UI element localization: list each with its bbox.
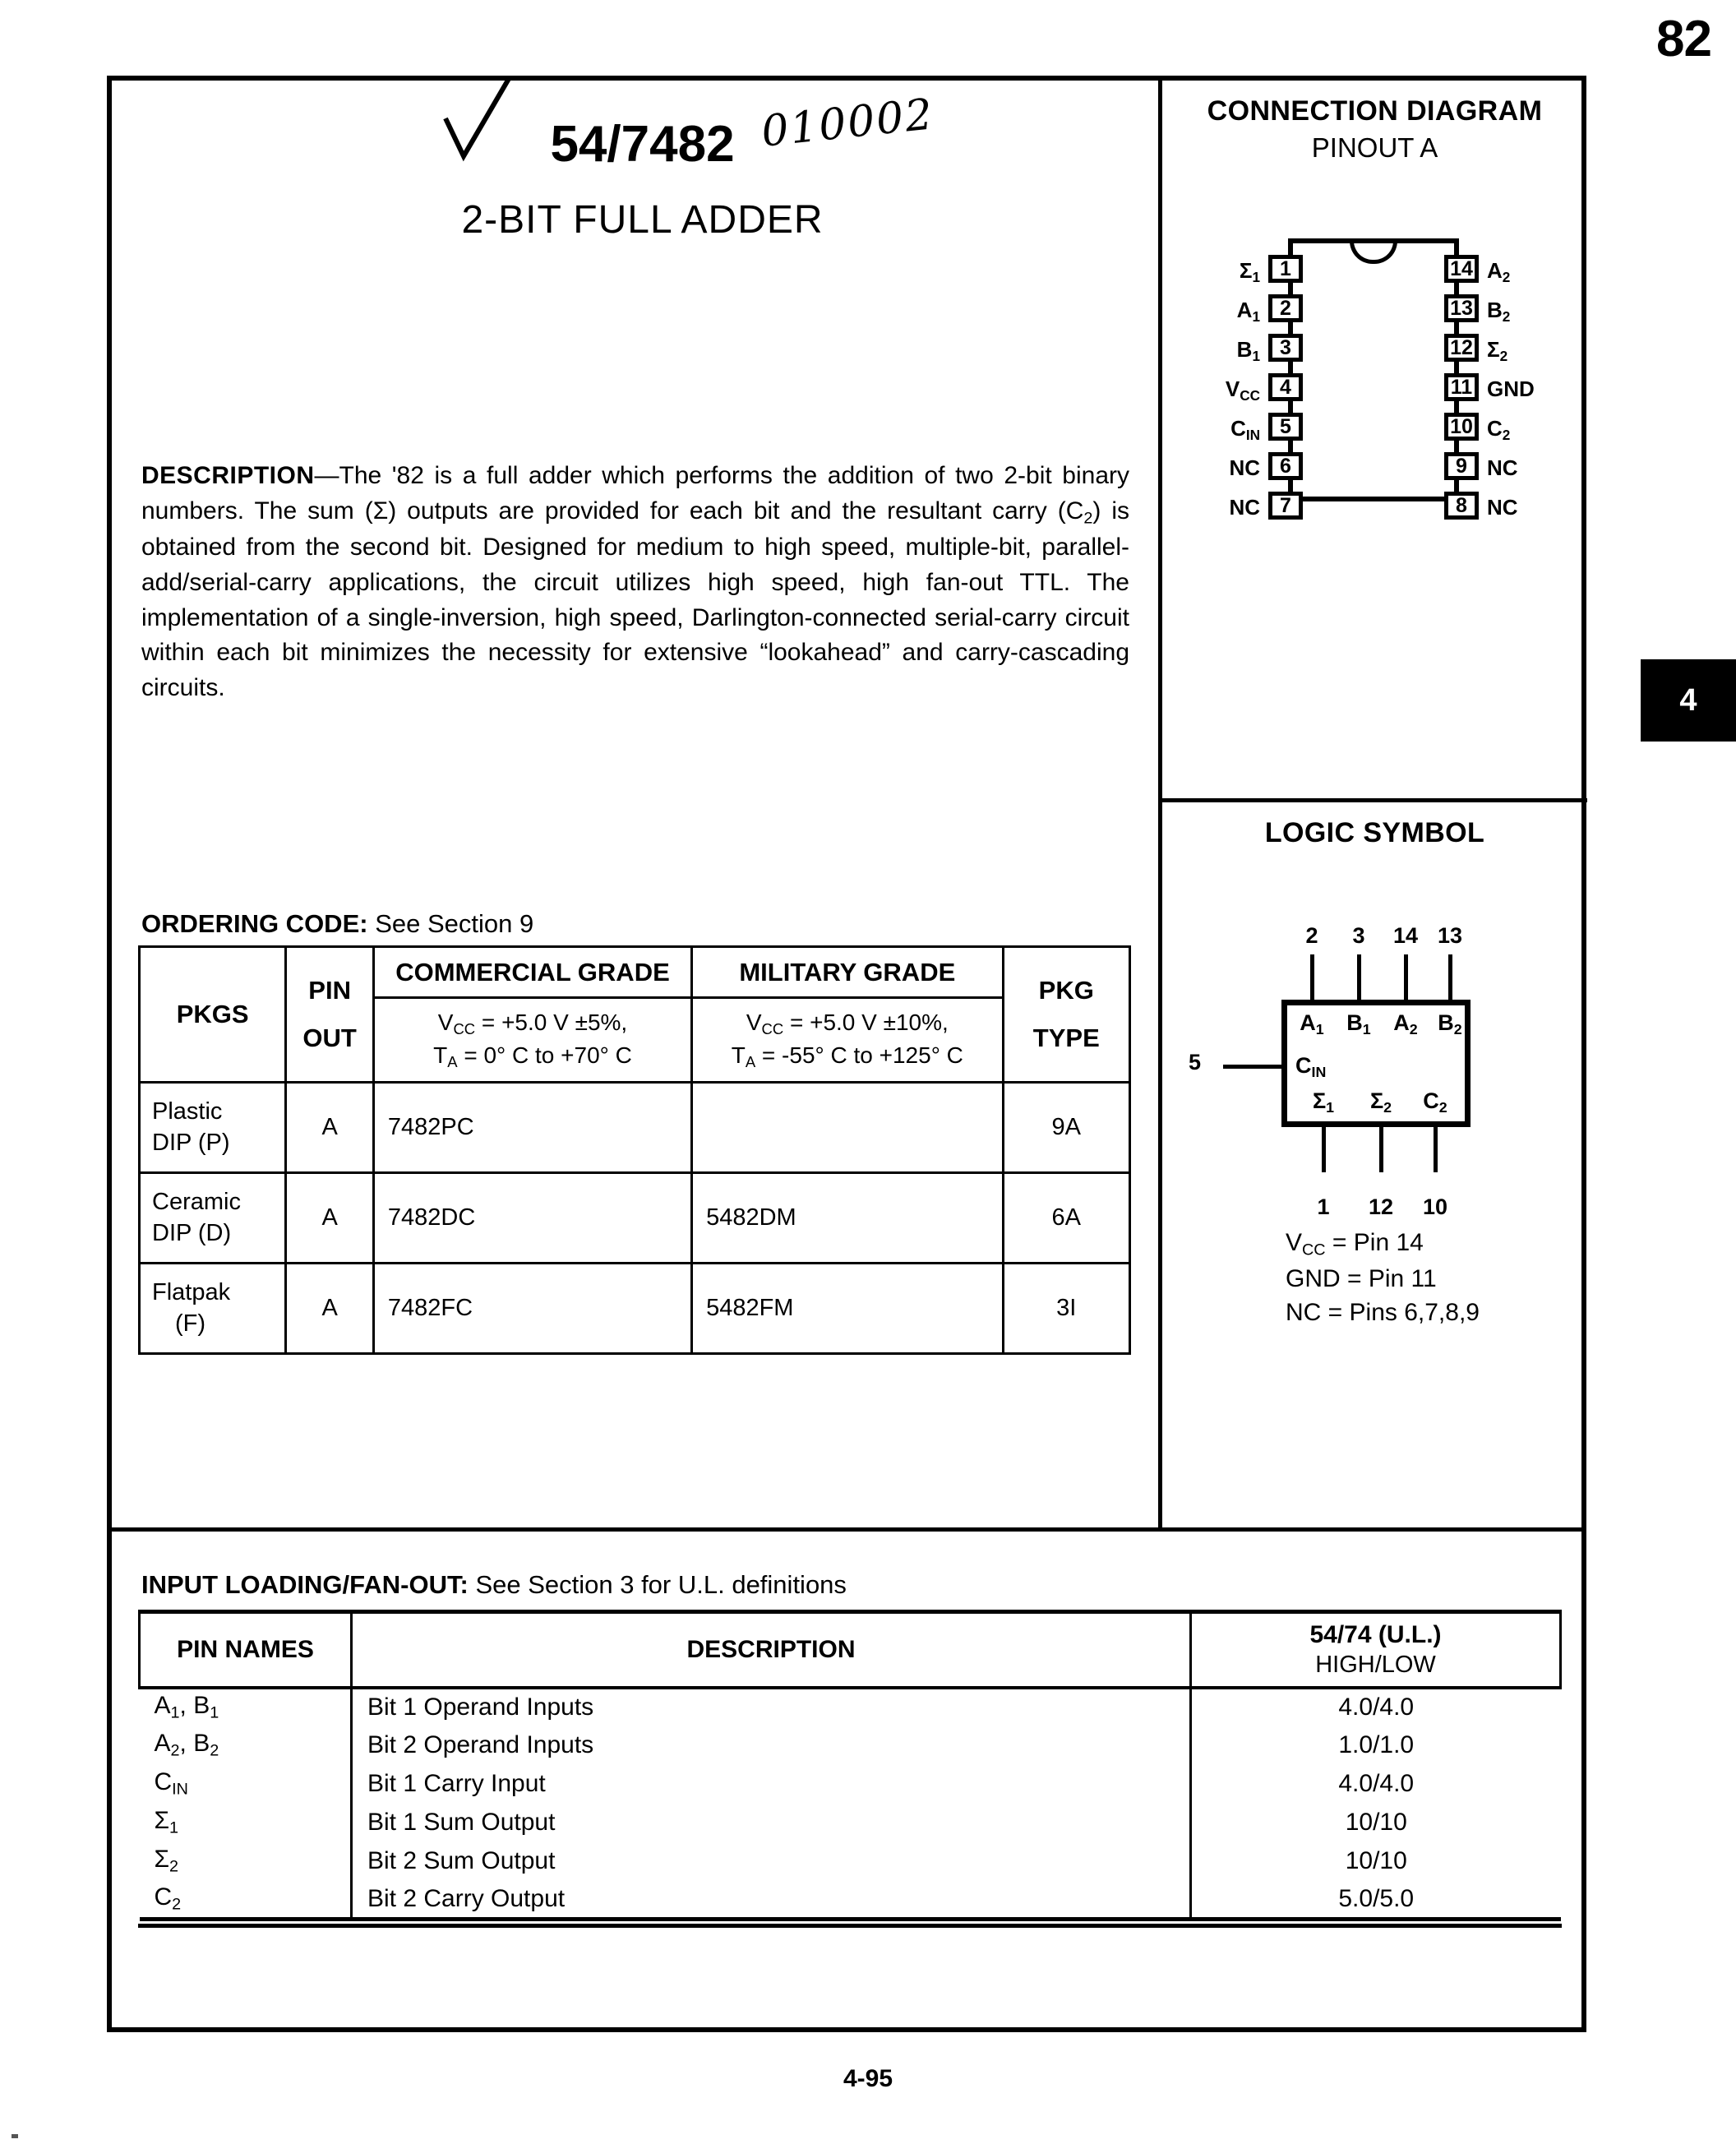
header-type: TYPE xyxy=(1032,1023,1100,1053)
ordering-code-heading xyxy=(141,909,533,939)
cell-ul: 10/10 xyxy=(1191,1842,1561,1881)
header-pkg: PKG xyxy=(1038,976,1094,1005)
description-dash: — xyxy=(314,462,339,489)
cell-description: Bit 1 Sum Output xyxy=(367,1809,556,1836)
header-pin-names: PIN NAMES xyxy=(140,1612,352,1688)
page-footer: 4-95 xyxy=(843,2065,893,2092)
header-ul: 54/74 (U.L.) HIGH/LOW xyxy=(1191,1612,1561,1688)
header-pinout xyxy=(286,947,374,1083)
cell-pkgs xyxy=(140,1173,286,1264)
cell-pin-names: $\Sigma_1$ xyxy=(140,1804,352,1842)
pin-2: 2 xyxy=(1268,294,1303,322)
cell-pin-names: $C_2$ xyxy=(140,1881,352,1920)
pin-4: 4 xyxy=(1268,373,1303,401)
cell-description: Bit 2 Carry Output xyxy=(352,1881,1191,1920)
description-paragraph: DESCRIPTION—The '82 is a full adder which performs the addition of two 2-bit binary numbers. The sum (Σ) outputs are provided for each bit and the resultant carry $(C_2)$ is obtained from the second bit. Designed for medium to high speed, multiple-bit, parallel-add/serial-carry applications, the circuit utilizes high speed, high fan-out TTL. The implementation of a single-inversion, high speed, Darlington-connected serial-carry circuit within each bit minimizes the necessity for extensive “lookahead” and carry-cascading circuits. xyxy=(141,462,1129,702)
table-row xyxy=(140,1173,1130,1264)
cell-pkgs-line2: DIP (D) xyxy=(152,1219,232,1246)
note-vcc: $V_{CC}$ = Pin 14 xyxy=(1286,1229,1424,1259)
table-row xyxy=(140,1083,1130,1173)
header-out: OUT xyxy=(302,1023,357,1053)
table-row xyxy=(140,1765,1561,1804)
logic-symbol-notes xyxy=(1286,1226,1480,1330)
description-label: DESCRIPTION xyxy=(141,462,315,489)
input-loading-note: See Section 3 for U.L. definitions xyxy=(475,1570,847,1599)
cell-ul: 10/10 xyxy=(1191,1804,1561,1842)
table-row xyxy=(140,1804,1561,1842)
pin-7-label: NC xyxy=(1229,495,1260,520)
ordering-code-label: ORDERING CODE: xyxy=(141,909,368,938)
table-row xyxy=(140,1842,1561,1881)
header-pin: PIN xyxy=(308,976,351,1005)
cell-pin-names: $C_{IN}$ xyxy=(140,1765,352,1804)
pin-12: 12 xyxy=(1444,334,1479,362)
logic-pin-number-1: 1 xyxy=(1317,1194,1330,1219)
pin-10-label: $C_2$ xyxy=(1487,416,1511,443)
pin-6-label: NC xyxy=(1229,455,1260,480)
pin-11-label: GND xyxy=(1487,377,1535,401)
cell-pin-names: $A_2$, $B_2$ xyxy=(140,1726,352,1765)
pin-10: 10 xyxy=(1444,413,1479,441)
page-number: 82 xyxy=(1656,11,1711,67)
connection-diagram-panel xyxy=(1162,81,1587,798)
cell-pkgs-line1: Ceramic xyxy=(152,1189,241,1216)
logic-pin-number-10: 10 xyxy=(1422,1194,1448,1219)
handwritten-annotation: 010002 xyxy=(759,90,937,157)
logic-pin-number-14: 14 xyxy=(1392,923,1419,948)
lead-pin-1 xyxy=(1322,1121,1326,1172)
input-loading-heading xyxy=(141,1570,847,1600)
cell-military: 5482DM xyxy=(692,1173,1003,1264)
cell-pkgs-line1: Plastic xyxy=(152,1098,223,1125)
logic-symbol-title: LOGIC SYMBOL xyxy=(1264,817,1485,848)
mid-page-divider xyxy=(112,1527,1581,1532)
military-vcc: $V_{CC} = +5.0$ V ±10%, xyxy=(746,1010,949,1038)
pin-5: 5 xyxy=(1268,413,1303,441)
commercial-conditions xyxy=(373,998,691,1083)
cell-pin-names: $\Sigma_2$ xyxy=(140,1842,352,1881)
table-header-row xyxy=(140,1612,1561,1688)
pin-14: 14 xyxy=(1444,255,1479,283)
table-row xyxy=(140,1881,1561,1920)
pin-5-label: $C_{IN}$ xyxy=(1230,416,1260,443)
cell-ul: 5.0/5.0 xyxy=(1191,1881,1561,1920)
part-subtitle: 2-BIT FULL ADDER xyxy=(461,198,824,242)
header-commercial-grade: COMMERCIAL GRADE xyxy=(373,947,691,998)
pin-1-label: $\Sigma_1$ xyxy=(1239,258,1260,285)
cell-pkgs xyxy=(140,1264,286,1354)
logic-pin-number-13: 13 xyxy=(1437,923,1463,948)
cell-commercial: 7482PC xyxy=(373,1083,691,1173)
header-pkg-type xyxy=(1003,947,1129,1083)
package-notch-icon xyxy=(1350,241,1397,264)
note-gnd: GND = Pin 11 xyxy=(1286,1264,1437,1292)
logic-input-label-b1: $B_1$ xyxy=(1346,1010,1371,1037)
pin-6: 6 xyxy=(1268,452,1303,480)
cell-pkg-type: 6A xyxy=(1003,1173,1129,1264)
cell-ul: 4.0/4.0 xyxy=(1191,1765,1561,1804)
cell-pkg-type: 9A xyxy=(1003,1083,1129,1173)
logic-input-label-b2: $B_2$ xyxy=(1438,1010,1462,1037)
table-header-row xyxy=(140,947,1130,998)
lead-pin-12 xyxy=(1379,1121,1383,1172)
pin-12-label: $\Sigma_2$ xyxy=(1487,337,1508,364)
ordering-code-note: See Section 9 xyxy=(375,909,534,938)
cell-description: Bit 1 Operand Inputs xyxy=(367,1693,594,1721)
cell-ul: 1.0/1.0 xyxy=(1191,1726,1561,1765)
scan-artifact xyxy=(12,2134,18,2138)
commercial-vcc: $V_{CC} = +5.0$ V ±5%, xyxy=(437,1010,628,1038)
connection-diagram-title: CONNECTION DIAGRAM xyxy=(1207,95,1543,127)
page-frame xyxy=(107,76,1586,2032)
logic-input-label-cin: $C_{IN}$ xyxy=(1295,1053,1327,1080)
header-pkgs: PKGS xyxy=(140,947,286,1083)
logic-pin-number-5: 5 xyxy=(1189,1050,1202,1074)
pin-1: 1 xyxy=(1268,255,1303,283)
pin-8-label: NC xyxy=(1487,495,1518,520)
cell-pkgs xyxy=(140,1083,286,1173)
cell-pkg-type: 3I xyxy=(1003,1264,1129,1354)
logic-output-label-sigma1: $\Sigma_1$ xyxy=(1312,1088,1335,1116)
input-loading-bottom-rule xyxy=(138,1924,1562,1928)
pin-11: 11 xyxy=(1444,373,1479,401)
checkmark-icon xyxy=(439,76,513,166)
lead-pin-5 xyxy=(1223,1065,1287,1069)
pin-3-label: $B_1$ xyxy=(1236,337,1260,364)
pin-3: 3 xyxy=(1268,334,1303,362)
dip-package-body xyxy=(1225,238,1535,520)
lead-pin-10 xyxy=(1434,1121,1438,1172)
section-tab: 4 xyxy=(1641,659,1736,742)
logic-symbol-panel xyxy=(1162,802,1587,1527)
table-row xyxy=(140,1264,1130,1354)
pin-14-label: $A_2$ xyxy=(1487,258,1511,285)
logic-input-label-a2: $A_2$ xyxy=(1393,1010,1418,1037)
lead-pin-3 xyxy=(1357,954,1361,1005)
cell-description: Bit 2 Sum Output xyxy=(367,1847,556,1874)
cell-pinout: A xyxy=(286,1173,374,1264)
cell-military: 5482FM xyxy=(692,1264,1003,1354)
logic-pin-number-2: 2 xyxy=(1305,923,1318,948)
pin-13: 13 xyxy=(1444,294,1479,322)
title-block xyxy=(112,81,1158,243)
header-description: DESCRIPTION xyxy=(352,1612,1191,1688)
lead-pin-2 xyxy=(1310,954,1314,1005)
part-number: 54/7482 xyxy=(550,115,735,173)
logic-pin-number-12: 12 xyxy=(1368,1194,1394,1219)
pin-9: 9 xyxy=(1444,452,1479,480)
pin-4-label: $V_{CC}$ xyxy=(1225,377,1260,404)
cell-pkgs-line1: Flatpak xyxy=(152,1279,231,1306)
cell-commercial: 7482FC xyxy=(373,1264,691,1354)
pin-2-label: $A_1$ xyxy=(1236,298,1260,325)
input-loading-table xyxy=(138,1610,1562,1921)
cell-commercial: 7482DC xyxy=(373,1173,691,1264)
cell-description: Bit 2 Operand Inputs xyxy=(367,1731,594,1758)
logic-output-label-sigma2: $\Sigma_2$ xyxy=(1369,1088,1392,1116)
cell-pinout: A xyxy=(286,1264,374,1354)
lead-pin-13 xyxy=(1448,954,1452,1005)
logic-output-label-c2: $C_2$ xyxy=(1423,1088,1447,1116)
logic-symbol-body xyxy=(1189,923,1471,1219)
pin-9-label: NC xyxy=(1487,455,1518,480)
logic-input-label-a1: $A_1$ xyxy=(1300,1010,1324,1037)
cell-pin-names: $A_1$, $B_1$ xyxy=(140,1688,352,1726)
lead-pin-14 xyxy=(1404,954,1408,1005)
table-row xyxy=(140,1688,1561,1726)
cell-ul: 4.0/4.0 xyxy=(1191,1688,1561,1726)
pin-8: 8 xyxy=(1444,492,1479,520)
pin-13-label: $B_2$ xyxy=(1487,298,1511,325)
cell-pkgs-line2: (F) xyxy=(175,1310,206,1337)
pin-7: 7 xyxy=(1268,492,1303,520)
military-conditions xyxy=(692,998,1003,1083)
commercial-ta: $T_A = 0^\circ$ C to +70° C xyxy=(433,1042,632,1071)
military-ta: $T_A = -55^\circ$ C to +125° C xyxy=(731,1042,963,1071)
header-military-grade: MILITARY GRADE xyxy=(692,947,1003,998)
connection-diagram-subtitle: PINOUT A xyxy=(1311,132,1438,163)
cell-pkgs-line2: DIP (P) xyxy=(152,1129,230,1156)
logic-pin-number-3: 3 xyxy=(1352,923,1365,948)
cell-pinout: A xyxy=(286,1083,374,1173)
note-nc: NC = Pins 6,7,8,9 xyxy=(1286,1299,1480,1327)
input-loading-label: INPUT LOADING/FAN-OUT: xyxy=(141,1570,469,1599)
cell-military xyxy=(692,1083,1003,1173)
table-row xyxy=(140,1726,1561,1765)
ordering-code-table xyxy=(138,945,1131,1355)
cell-description: Bit 1 Carry Input xyxy=(367,1770,546,1797)
